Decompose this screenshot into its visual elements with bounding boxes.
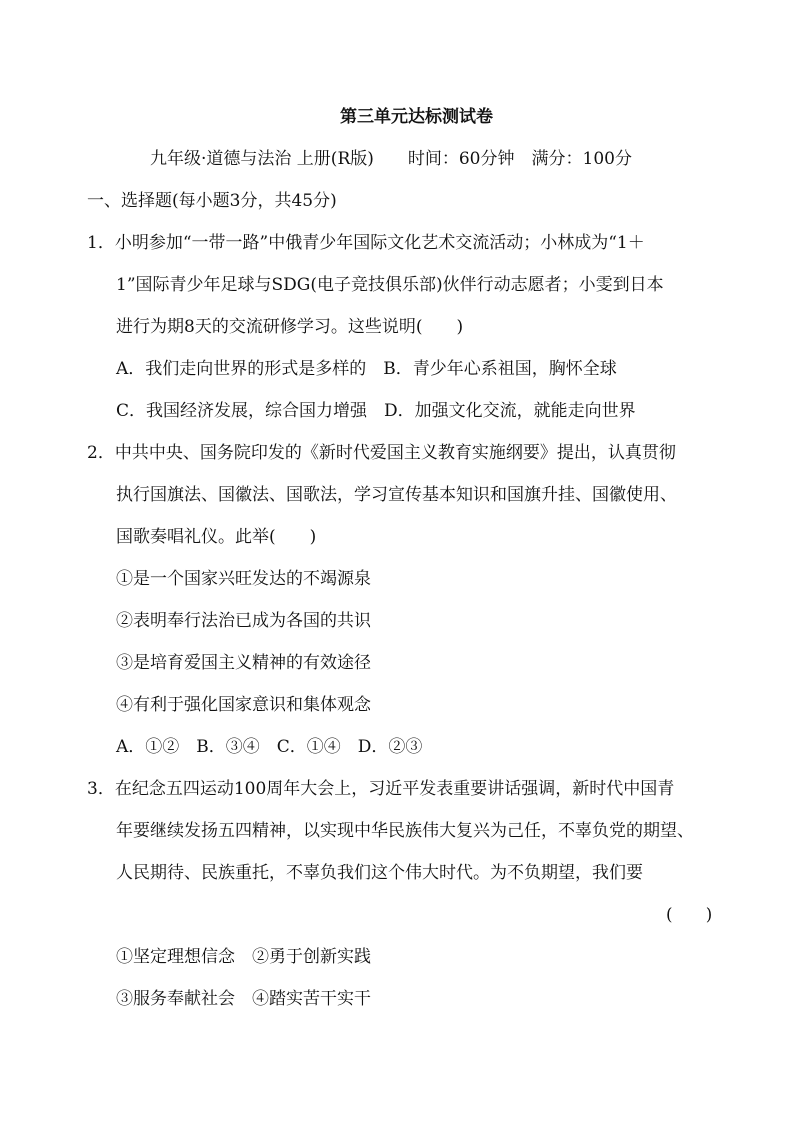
answer-options: A．①② B．③④ C．①④ D．②③ — [116, 737, 423, 757]
question-text-line: 2．中共中央、国务院印发的《新时代爱国主义教育实施纲要》提出，认真贯彻 — [87, 443, 676, 463]
answer-options: C．我国经济发展，综合国力增强 D．加强文化交流，就能走向世界 — [116, 401, 636, 421]
question-text-line: 年要继续发扬五四精神，以实现中华民族伟大复兴为己任，不辜负党的期望、 — [116, 821, 694, 841]
question-text-line: 3．在纪念五四运动100周年大会上，习近平发表重要讲话强调，新时代中国青 — [87, 779, 675, 799]
statement-item: ①是一个国家兴旺发达的不竭源泉 — [116, 569, 371, 589]
answer-paren: ( ) — [666, 905, 713, 925]
page-title: 第三单元达标测试卷 — [340, 107, 493, 127]
answer-options: A．我们走向世界的形式是多样的 B．青少年心系祖国，胸怀全球 — [116, 359, 617, 379]
question-text-line: 1”国际青少年足球与SDG(电子竞技俱乐部)伙伴行动志愿者；小雯到日本 — [116, 275, 664, 295]
statement-item: ①坚定理想信念 ②勇于创新实践 — [116, 947, 371, 967]
statement-item: ③是培育爱国主义精神的有效途径 — [116, 653, 371, 673]
question-text-line: 1．小明参加“一带一路”中俄青少年国际文化艺术交流活动；小林成为“1＋ — [87, 233, 645, 253]
question-text-line: 进行为期8天的交流研修学习。这些说明( ) — [116, 317, 464, 337]
section-heading: 一、选择题(每小题3分，共45分) — [87, 191, 337, 211]
question-text-line: 执行国旗法、国徽法、国歌法，学习宣传基本知识和国旗升挂、国徽使用、 — [116, 485, 677, 505]
statement-item: ④有利于强化国家意识和集体观念 — [116, 695, 371, 715]
statement-item: ②表明奉行法治已成为各国的共识 — [116, 611, 371, 631]
exam-subtitle: 九年级·道德与法治 上册(R版) 时间：60分钟 满分：100分 — [150, 149, 632, 169]
statement-item: ③服务奉献社会 ④踏实苦干实干 — [116, 989, 371, 1009]
question-text-line: 人民期待、民族重托，不辜负我们这个伟大时代。为不负期望，我们要 — [116, 863, 643, 883]
question-text-line: 国歌奏唱礼仪。此举( ) — [116, 527, 317, 547]
